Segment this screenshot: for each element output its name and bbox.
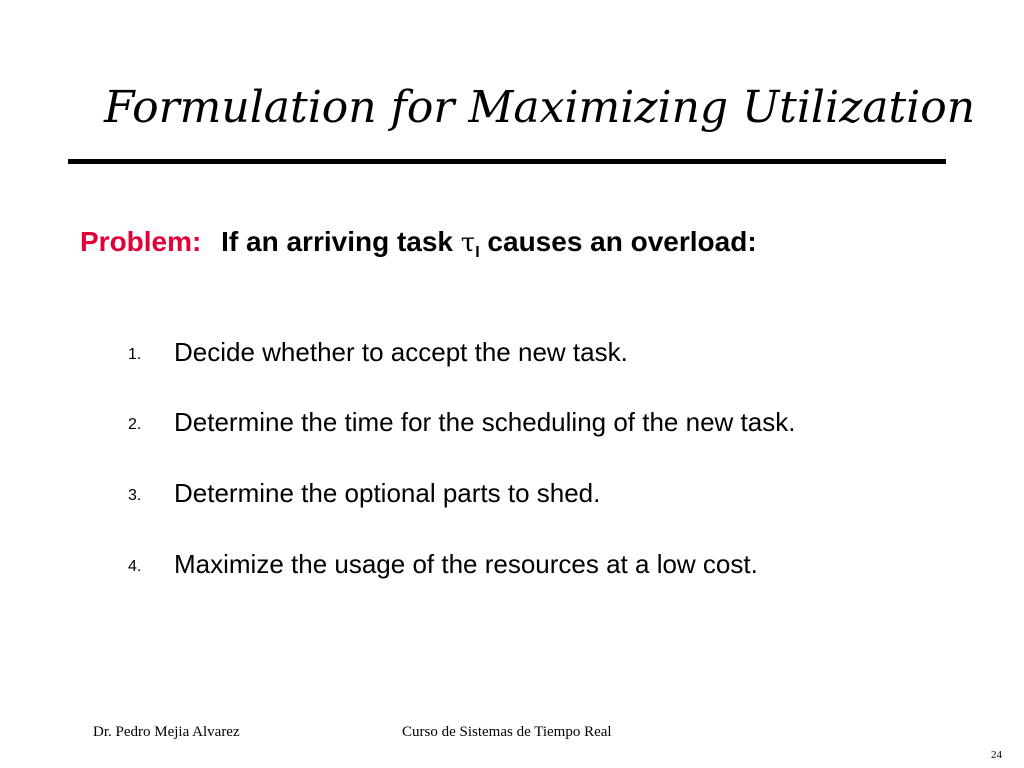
step-text: Determine the time for the scheduling of the new task. [174,407,796,437]
step-number: 1. [128,346,142,363]
tau-symbol: τ [460,228,476,258]
step-text: Determine the optional parts to shed. [174,478,601,508]
problem-text-before: If an arriving task [221,226,454,257]
step-number: 3. [128,487,142,504]
step-text: Decide whether to accept the new task. [174,337,628,367]
footer-author: Dr. Pedro Mejia Alvarez [93,724,240,740]
step-text: Maximize the usage of the resources at a low cost. [174,549,758,579]
problem-text-after: causes an overload: [487,226,757,257]
problem-label: Problem: [80,226,202,257]
footer-course: Curso de Sistemas de Tiempo Real [402,724,612,740]
title-underline [68,159,946,164]
list-item [0,334,1000,374]
page-number: 24 [991,749,1002,761]
list-item [0,404,1000,444]
list-item [0,546,1000,586]
problem-statement [80,222,757,273]
step-number: 2. [128,416,142,433]
slide-title: Formulation for Maximizing Utilization [104,82,976,133]
step-number: 4. [128,558,142,575]
list-item [0,475,1000,515]
tau-subscript: I [475,244,480,261]
